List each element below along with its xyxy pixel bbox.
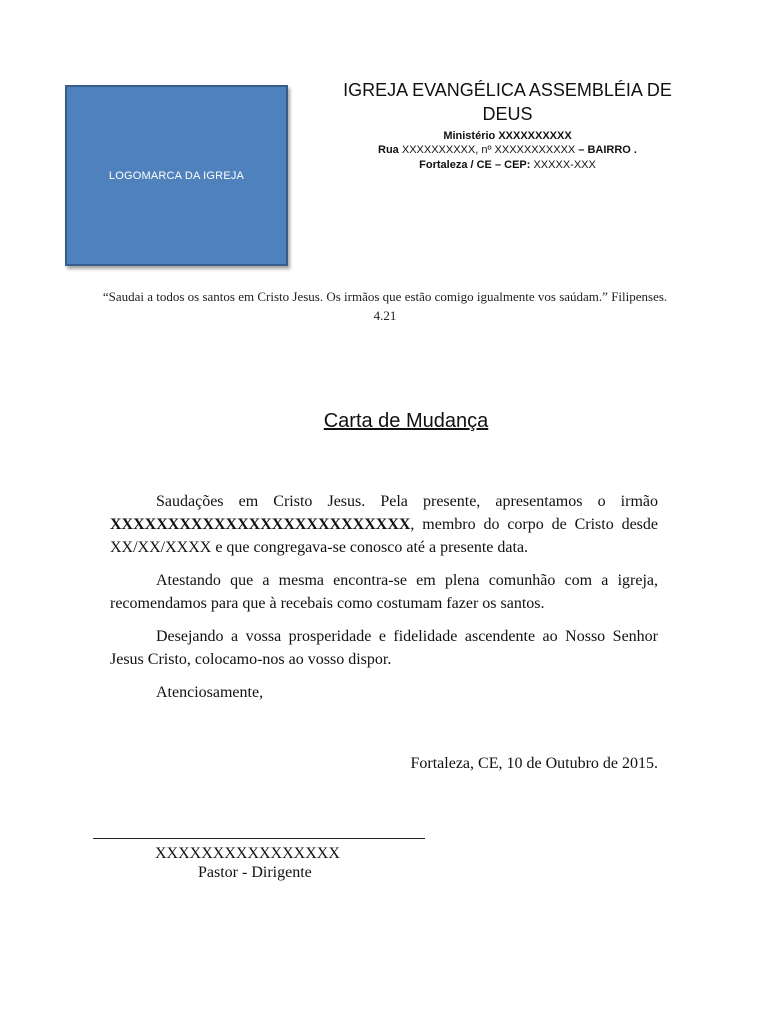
logo-label: LOGOMARCA DA IGREJA (108, 169, 245, 182)
letter-body (110, 490, 658, 714)
address-line (325, 143, 690, 158)
letterhead (325, 78, 690, 173)
cep-value: XXXXX-XXX (533, 159, 596, 171)
address-street: XXXXXXXXXX, nº XXXXXXXXXXX (401, 144, 576, 156)
paragraph-intro-start: Saudações em Cristo Jesus. Pela presente, apresentamos o irmão (156, 493, 658, 510)
church-logo-placeholder (65, 85, 288, 266)
paragraph-intro-end: , membro do corpo de Cristo desde XX/XX/XXXX e que congregava-se conosco até a presente data. (110, 516, 658, 556)
signer-name: XXXXXXXXXXXXXXXX (155, 845, 340, 862)
address-prefix: Rua (378, 144, 402, 156)
letter-title: Carta de Mudança (323, 410, 489, 432)
paragraph-wishes: Desejando a vossa prosperidade e fidelidade ascendente ao Nosso Senhor Jesus Cristo, colocamo-nos ao vosso dispor. (110, 628, 658, 668)
city-line (325, 158, 690, 173)
signer-role: Pastor - Dirigente (198, 864, 312, 881)
paragraph-attestation: Atestando que a mesma encontra-se em plena comunhão com a igreja, recomendamos para que à recebais como costumam fazer os santos. (110, 572, 658, 612)
city-text: Fortaleza / CE – CEP: (419, 159, 534, 171)
bible-quote: “Saudai a todos os santos em Cristo Jesus. Os irmãos que estão comigo igualmente vos saúdam.” Filipenses. 4.21 (102, 289, 668, 323)
church-name: IGREJA EVANGÉLICA ASSEMBLÉIA DE DEUS (343, 80, 672, 124)
address-suffix: – BAIRRO . (575, 144, 637, 156)
closing-salutation: Atenciosamente, (156, 684, 264, 701)
member-name: XXXXXXXXXXXXXXXXXXXXXXXXXX (110, 516, 411, 533)
ministry-line: Ministério XXXXXXXXXX (443, 130, 572, 142)
paragraph-introduction (110, 490, 658, 559)
signature-line (93, 838, 425, 839)
date-location: Fortaleza, CE, 10 de Outubro de 2015. (410, 755, 658, 772)
